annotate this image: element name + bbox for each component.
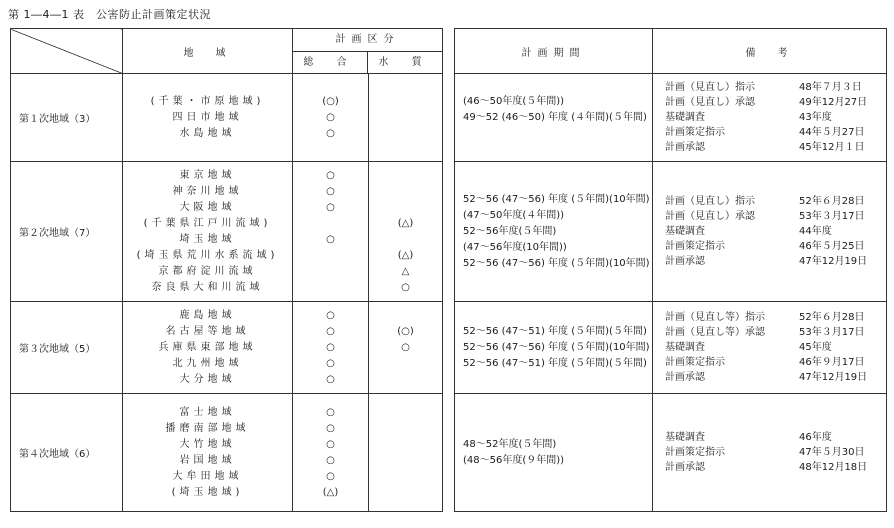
note-label: 計画承認	[665, 256, 705, 267]
note-row	[665, 110, 886, 125]
suishitsu-mark	[369, 356, 442, 372]
header-biko: 備 考	[653, 29, 887, 74]
sogo-marks	[293, 302, 369, 394]
note-date: 44年度	[799, 226, 832, 237]
notes-list	[653, 74, 887, 162]
suishitsu-mark	[369, 421, 442, 437]
suishitsu-mark: ○	[401, 281, 410, 293]
note-label: 基礎調査	[665, 112, 705, 123]
note-label: 計画（見直し等）承認	[665, 327, 765, 338]
note-date: 48年７月３日	[799, 82, 862, 93]
area-item: 岩国地域	[179, 454, 236, 466]
note-label: 計画（見直し）指示	[665, 82, 755, 93]
period-item: (46～50年度(５年間))	[463, 95, 565, 107]
period-item	[463, 126, 652, 142]
suishitsu-marks	[369, 302, 443, 394]
note-label: 計画承認	[665, 372, 705, 383]
note-date: 48年12月18日	[799, 462, 868, 473]
note-label: 計画承認	[665, 462, 705, 473]
suishitsu-mark	[369, 372, 442, 388]
area-item: 大牟田地域	[172, 470, 243, 482]
area-item: 富士地域	[179, 406, 236, 418]
note-date: 43年度	[799, 112, 832, 123]
note-row	[665, 310, 886, 325]
column-gap	[443, 394, 455, 512]
suishitsu-mark	[369, 308, 442, 324]
period-item: 52～56 (47～51) 年度 (５年間)(５年間)	[463, 325, 647, 337]
sogo-mark: ○	[326, 406, 335, 418]
note-label: 計画（見直し）指示	[665, 196, 755, 207]
note-label: 計画（見直し）承認	[665, 97, 755, 108]
suishitsu-mark	[369, 437, 442, 453]
suishitsu-mark: (○)	[397, 325, 414, 337]
period-item: (47～50年度(４年間))	[463, 209, 565, 221]
area-item: 大竹地域	[179, 438, 236, 450]
header-area: 地 域	[123, 29, 293, 74]
area-item: 兵庫県東部地域	[158, 341, 257, 353]
note-date: 46年９月17日	[799, 357, 865, 368]
sogo-mark	[293, 216, 368, 232]
suishitsu-mark: △	[401, 265, 410, 277]
sogo-marks	[293, 74, 369, 162]
suishitsu-mark	[369, 110, 442, 126]
note-row	[665, 125, 886, 140]
note-date: 49年12月27日	[799, 97, 868, 108]
sogo-mark: ○	[326, 309, 335, 321]
note-row	[665, 355, 886, 370]
area-list	[123, 394, 293, 512]
area-list	[123, 162, 293, 302]
period-item: (47～56年度(10年間))	[463, 241, 567, 253]
pollution-plan-table	[10, 28, 886, 510]
region-name: 第１次地域（3）	[11, 74, 123, 162]
note-row	[665, 80, 886, 95]
column-gap	[443, 302, 455, 394]
suishitsu-mark	[369, 94, 442, 110]
sogo-mark: ○	[326, 185, 335, 197]
sogo-mark	[293, 248, 368, 264]
note-date: 46年５月25日	[799, 241, 865, 252]
notes-list	[653, 162, 887, 302]
area-list	[123, 302, 293, 394]
sogo-mark: ○	[326, 438, 335, 450]
note-row	[665, 140, 886, 155]
period-item: (48～56年度(９年間))	[463, 454, 565, 466]
area-item: 名古屋等地域	[165, 325, 250, 337]
note-label: 計画策定指示	[665, 357, 725, 368]
note-row	[665, 325, 886, 340]
period-list	[455, 394, 653, 512]
note-row	[665, 95, 886, 110]
suishitsu-mark	[369, 200, 442, 216]
note-label: 計画（見直し）承認	[665, 211, 755, 222]
note-row	[665, 239, 886, 254]
area-item: 四日市地域	[172, 111, 243, 123]
note-row	[665, 224, 886, 239]
header-corner	[11, 29, 123, 74]
header-division: 計画区分 総 合 水 質	[293, 29, 443, 74]
note-row	[665, 460, 886, 475]
header-period: 計画期間	[455, 29, 653, 74]
area-item: 埼玉地域	[179, 233, 236, 245]
suishitsu-marks	[369, 162, 443, 302]
area-list	[123, 74, 293, 162]
note-row	[665, 209, 886, 224]
note-date: 47年５月30日	[799, 447, 865, 458]
note-date: 47年12月19日	[799, 372, 868, 383]
period-item: 49～52 (46～50) 年度 (４年間)(５年間)	[463, 111, 647, 123]
sogo-mark: ○	[326, 127, 335, 139]
suishitsu-mark	[369, 485, 442, 501]
table-title: 第 1―4―1 表 公害防止計画策定状況	[8, 8, 211, 21]
note-date: 45年度	[799, 342, 832, 353]
note-label: 計画策定指示	[665, 127, 725, 138]
sogo-mark: ○	[326, 341, 335, 353]
note-row	[665, 445, 886, 460]
period-list	[455, 302, 653, 394]
area-item: 奈良県大和川流域	[151, 281, 264, 293]
suishitsu-marks	[369, 74, 443, 162]
period-item: 52～56 (47～51) 年度 (５年間)(５年間)	[463, 357, 647, 369]
sogo-mark: ○	[326, 201, 335, 213]
sogo-mark: ○	[326, 357, 335, 369]
region-row	[11, 74, 887, 162]
sogo-mark	[293, 280, 368, 296]
area-item: 大阪地域	[179, 201, 236, 213]
column-gap	[443, 74, 455, 162]
column-gap	[443, 29, 455, 74]
sogo-mark: ○	[326, 470, 335, 482]
period-list	[455, 162, 653, 302]
suishitsu-mark	[369, 126, 442, 142]
note-row	[665, 370, 886, 385]
suishitsu-mark	[369, 469, 442, 485]
area-item: 北九州地域	[172, 357, 243, 369]
note-label: 計画策定指示	[665, 447, 725, 458]
suishitsu-mark	[369, 184, 442, 200]
note-date: 53年３月17日	[799, 211, 865, 222]
note-date: 47年12月19日	[799, 256, 868, 267]
area-item: (埼玉県荒川水系流域)	[136, 249, 279, 261]
sogo-mark: ○	[326, 169, 335, 181]
note-label: 計画承認	[665, 142, 705, 153]
notes-list	[653, 302, 887, 394]
suishitsu-mark	[369, 232, 442, 248]
header-sogo: 総 合	[293, 52, 368, 73]
suishitsu-mark	[369, 405, 442, 421]
note-date: 53年３月17日	[799, 327, 865, 338]
area-item: (千葉・市原地域)	[150, 95, 265, 107]
region-row	[11, 302, 887, 394]
note-row	[665, 340, 886, 355]
period-item: 52～56 (47～56) 年度 (５年間)(10年間)	[463, 257, 650, 269]
period-item: 52～56年度(５年間)	[463, 225, 557, 237]
area-item: 大分地域	[179, 373, 236, 385]
note-date: 46年度	[799, 432, 832, 443]
area-item: 水島地域	[179, 127, 236, 139]
suishitsu-marks	[369, 394, 443, 512]
note-date: 52年６月28日	[799, 312, 865, 323]
note-row	[665, 194, 886, 209]
period-list	[455, 74, 653, 162]
period-item: 48～52年度(５年間)	[463, 438, 557, 450]
region-row	[11, 162, 887, 302]
region-name: 第４次地域（6）	[11, 394, 123, 512]
suishitsu-mark: (△)	[397, 217, 414, 229]
note-label: 計画策定指示	[665, 241, 725, 252]
note-date: 52年６月28日	[799, 196, 865, 207]
sogo-mark: ○	[326, 233, 335, 245]
region-row	[11, 394, 887, 512]
region-name: 第３次地域（5）	[11, 302, 123, 394]
column-gap	[443, 162, 455, 302]
sogo-mark: ○	[326, 454, 335, 466]
note-row	[665, 254, 886, 269]
note-label: 計画（見直し等）指示	[665, 312, 765, 323]
suishitsu-mark	[369, 453, 442, 469]
sogo-marks	[293, 394, 369, 512]
note-label: 基礎調査	[665, 226, 705, 237]
suishitsu-mark	[369, 168, 442, 184]
area-item: 東京地域	[179, 169, 236, 181]
area-item: 京都府淀川流域	[158, 265, 257, 277]
sogo-mark: ○	[326, 325, 335, 337]
period-item: 52～56 (47～56) 年度 (５年間)(10年間)	[463, 193, 650, 205]
period-item: 52～56 (47～56) 年度 (５年間)(10年間)	[463, 341, 650, 353]
note-label: 基礎調査	[665, 342, 705, 353]
sogo-mark: ○	[326, 373, 335, 385]
note-date: 44年５月27日	[799, 127, 865, 138]
area-item: (埼玉地域)	[171, 486, 244, 498]
area-item: 播磨南部地域	[165, 422, 250, 434]
sogo-mark: ○	[326, 111, 335, 123]
sogo-mark: (○)	[322, 95, 339, 107]
area-item: 神奈川地域	[172, 185, 243, 197]
area-item: 鹿島地域	[179, 309, 236, 321]
header-suishitsu: 水 質	[378, 57, 432, 68]
note-row	[665, 430, 886, 445]
suishitsu-mark: ○	[401, 341, 410, 353]
sogo-marks	[293, 162, 369, 302]
note-label: 基礎調査	[665, 432, 705, 443]
sogo-mark: ○	[326, 422, 335, 434]
suishitsu-mark: (△)	[397, 249, 414, 261]
notes-list	[653, 394, 887, 512]
sogo-mark: (△)	[322, 486, 339, 498]
note-date: 45年12月１日	[799, 142, 865, 153]
region-name: 第２次地域（7）	[11, 162, 123, 302]
sogo-mark	[293, 264, 368, 280]
area-item: (千葉県江戸川流域)	[143, 217, 272, 229]
